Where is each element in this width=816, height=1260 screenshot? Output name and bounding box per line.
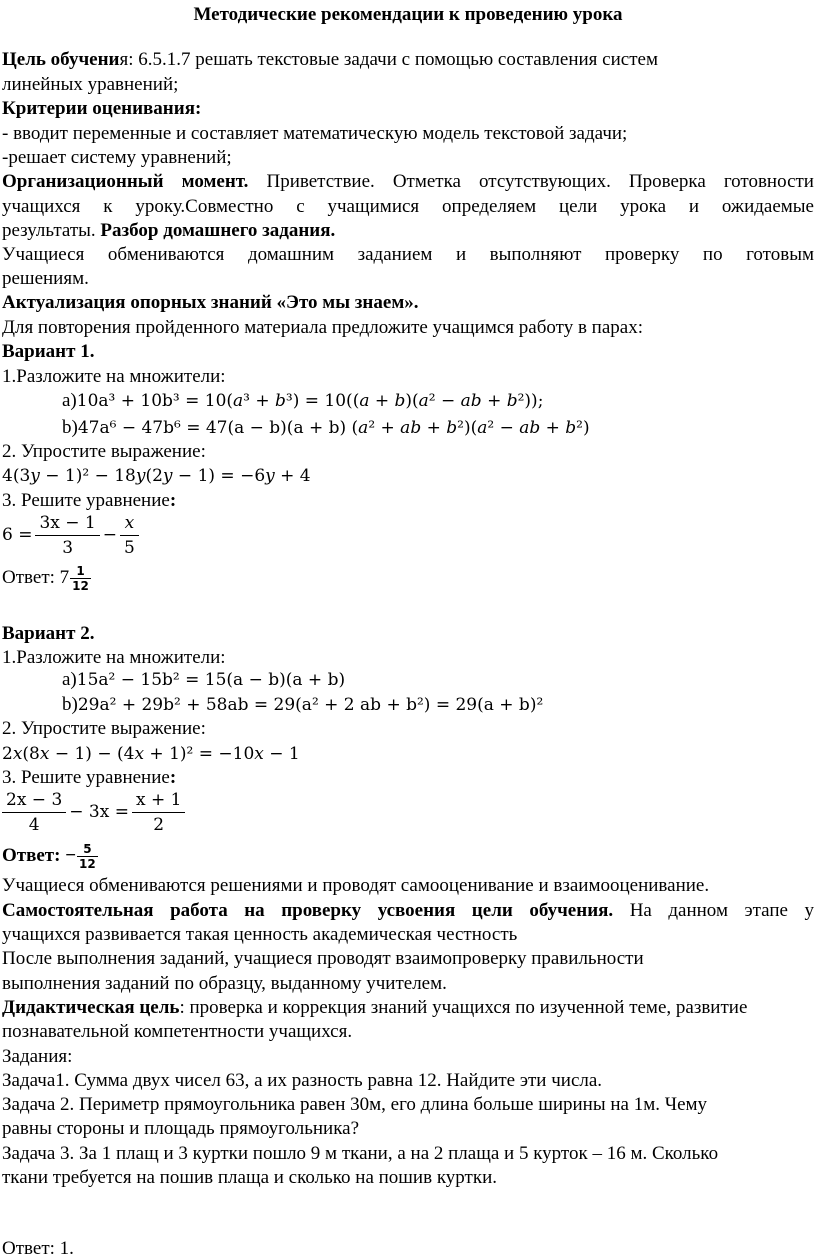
fraction: $\frac{\text{𝑥}}{5}$: [120, 511, 139, 560]
variant-2-task-1b: b)29a² + 29b² + 58ab = 29(a² + 2 ab + b²) = 29(a + b)²: [62, 694, 544, 715]
variant-1-task-2-formula: 4(3𝑦 − 1)² − 18𝑦(2𝑦 − 1) = −6𝑦 + 4: [2, 466, 311, 486]
variant-1-task-2: 2. Упростите выражение:: [2, 441, 206, 462]
variant-1-task-1: 1.Разложите на множители:: [2, 366, 226, 387]
independent-work-line: учащихся развивается такая ценность академическая честность: [2, 924, 518, 945]
criteria-item: -решает систему уравнений;: [2, 147, 232, 168]
task-item: Задача 2. Периметр прямоугольника равен 30м, его длина больше ширины на 1м. Чему: [2, 1094, 708, 1115]
org-paragraph-line: [2, 171, 814, 193]
variant-1-answer: Ответ: 7 $\frac{1}{12}$: [2, 564, 89, 593]
independent-work-line: После выполнения заданий, учащиеся проводят взаимопроверку правильности: [2, 948, 644, 969]
variant-2-task-2-formula: 2𝑥(8𝑥 − 1) − (4𝑥 + 1)² = −10𝑥 − 1: [2, 744, 300, 764]
variant-1-title: Вариант 1.: [2, 341, 95, 362]
org-text: Приветствие. Отметка отсутствующих. Проверка готовности: [248, 171, 814, 192]
task-item: Задача 3. За 1 плащ и 3 куртки пошло 9 м ткани, а на 2 плаща и 5 курток – 16 м. Сколько: [2, 1143, 719, 1164]
variant-2-title: Вариант 2.: [2, 623, 95, 644]
org-paragraph-line: результаты. Разбор домашнего задания.: [2, 220, 336, 241]
tasks-label: Задания:: [2, 1046, 73, 1067]
independent-work-line: выполнения заданий по образцу, выданному учителем.: [2, 973, 447, 994]
answer-fraction: $\frac{1}{12}$: [72, 564, 89, 593]
goal-line-2: линейных уравнений;: [2, 74, 179, 95]
exchange-text: Учащиеся обмениваются решениями и проводят самооценивание и взаимооценивание.: [2, 875, 710, 896]
org-label: Организационный момент.: [2, 171, 249, 192]
org-paragraph-line: учащихся к уроку.Совместно с учащимися определяем цели урока и ожидаемые: [2, 196, 814, 217]
answer-fraction: $\frac{5}{12}$: [79, 842, 96, 871]
goal-line: [2, 49, 658, 71]
formula: 47a⁶ − 47b⁶ = 47(a − b)(a + b) (𝑎² + 𝑎𝑏 + 𝑏²)(𝑎² − 𝑎𝑏 + 𝑏²): [77, 418, 590, 438]
fraction: $\frac{3x - 1}{3}$: [35, 511, 99, 560]
formula: 15a² − 15b² = 15(a − b)(a + b): [76, 670, 346, 690]
goal-label: Цель обучени: [2, 49, 120, 70]
homework-label: Разбор домашнего задания.: [100, 220, 336, 241]
actualization-text: Для повторения пройденного материала предложите учащимся работу в парах:: [2, 317, 643, 338]
criteria-item: - вводит переменные и составляет математическую модель текстовой задачи;: [2, 123, 628, 144]
variant-2-answer: Ответ: − $\frac{5}{12}$: [2, 842, 96, 871]
variant-2-task-2: 2. Упростите выражение:: [2, 718, 206, 739]
goal-text: : 6.5.1.7 решать текстовые задачи с помощью составления систем: [128, 49, 658, 70]
variant-1-equation: 6 = $\frac{3x - 1}{3}$ − $\frac{\text{𝑥}}{5}$: [2, 511, 142, 560]
task-item: Задача1. Сумма двух чисел 63, а их разность равна 12. Найдите эти числа.: [2, 1070, 603, 1091]
didactic-line: Дидактическая цель: проверка и коррекция знаний учащихся по изученной теме, развитие: [2, 997, 748, 1018]
homework-line: Учащиеся обмениваются домашним заданием и выполняют проверку по готовым: [2, 244, 814, 265]
actualization-label: Актуализация опорных знаний «Это мы знаем».: [2, 292, 419, 313]
independent-work-label: Самостоятельная работа на проверку усвоения цели обучения.: [2, 900, 614, 921]
fraction: $\frac{x + 1}{2}$: [132, 788, 185, 837]
variant-2-task-1: 1.Разложите на множители:: [2, 647, 226, 668]
formula: 10a³ + 10b³ = 10(𝑎³ + 𝑏³) = 10((𝑎 + 𝑏)(𝑎² − 𝑎𝑏 + 𝑏²));: [76, 391, 544, 411]
task-item: ткани требуется на пошив плаща и сколько на пошив куртки.: [2, 1167, 497, 1188]
didactic-line: познавательной компетентности учащихся.: [2, 1021, 353, 1042]
task-item: равны стороны и площадь прямоугольника?: [2, 1118, 360, 1139]
goal-label-suffix: я: [119, 49, 129, 70]
variant-2-task-1a: а)15a² − 15b² = 15(a − b)(a + b): [62, 669, 346, 690]
criteria-label: Критерии оценивания:: [2, 98, 202, 119]
fraction: $\frac{2x - 3}{4}$: [2, 788, 66, 837]
variant-2-task-3: 3. Решите уравнение:: [2, 767, 177, 788]
variant-1-task-1b: b)47a⁶ − 47b⁶ = 47(a − b)(a + b) (𝑎² + 𝑎𝑏 + 𝑏²)(𝑎² − 𝑎𝑏 + 𝑏²): [62, 417, 590, 438]
page-title: Методические рекомендации к проведению урока: [193, 4, 623, 25]
final-answer: Ответ: 1.: [2, 1238, 74, 1259]
formula: 29a² + 29b² + 58ab = 29(a² + 2 ab + b²) = 29(a + b)²: [77, 695, 544, 715]
variant-1-task-3: 3. Решите уравнение:: [2, 490, 177, 511]
homework-line: решениям.: [2, 268, 89, 289]
variant-1-task-1a: а)10a³ + 10b³ = 10(𝑎³ + 𝑏³) = 10((𝑎 + 𝑏)(𝑎² − 𝑎𝑏 + 𝑏²));: [62, 390, 544, 411]
didactic-label: Дидактическая цель: [2, 997, 180, 1018]
variant-2-equation: $\frac{2x - 3}{4}$ − 3x = $\frac{x + 1}{2}$: [2, 788, 188, 837]
independent-work-line: Самостоятельная работа на проверку усвоения цели обучения. На данном этапе у: [2, 900, 814, 921]
